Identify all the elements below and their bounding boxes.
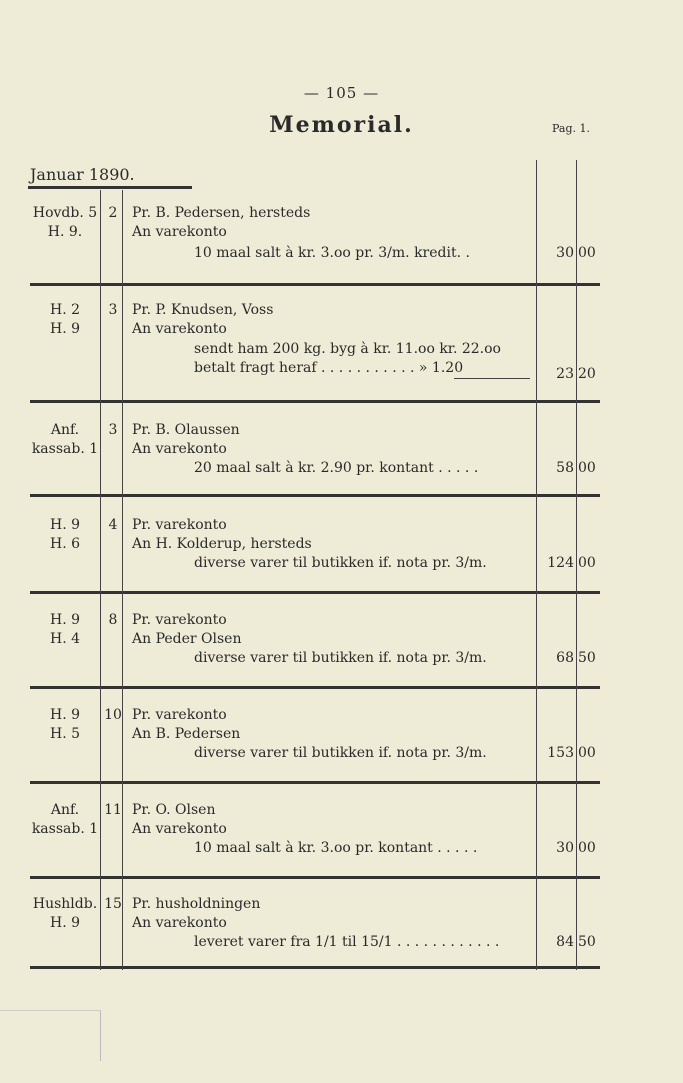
ledger-entry xyxy=(30,612,600,697)
entry-line-3: 10 maal salt à kr. 3.oo pr. kontant . . . . . xyxy=(194,840,478,856)
page-number: — 105 — xyxy=(303,84,380,102)
entry-number: 2 xyxy=(108,205,118,221)
entry-line-3: diverse varer til butikken if. nota pr. 3/m. xyxy=(194,650,487,666)
entry-line-2: An varekonto xyxy=(132,321,227,337)
entry-ore: 00 xyxy=(578,840,596,856)
entry-number: 3 xyxy=(108,302,118,318)
entry-ref-top: H. 9 xyxy=(49,517,81,533)
entry-number: 8 xyxy=(108,612,118,628)
entry-line-3: 10 maal salt à kr. 3.oo pr. 3/m. kredit. . xyxy=(194,245,470,261)
entry-separator xyxy=(30,686,600,689)
month-heading: Januar 1890. xyxy=(30,165,135,184)
entry-line-3: leveret varer fra 1/1 til 15/1 . . . . . . . . . . . . xyxy=(194,934,500,950)
ledger-entry xyxy=(30,707,600,792)
entry-ore: 00 xyxy=(578,745,596,761)
entry-line-2: An H. Kolderup, hersteds xyxy=(132,536,312,552)
entry-ref-top: Hovdb. 5 xyxy=(32,205,98,221)
entry-ref-bottom: H. 9 xyxy=(49,321,81,337)
ledger-entry xyxy=(30,802,600,887)
entry-line-2: An Peder Olsen xyxy=(132,631,242,647)
entry-line-1: Pr. B. Olaussen xyxy=(132,422,240,438)
entry-separator xyxy=(30,283,600,286)
entry-line-1: Pr. varekonto xyxy=(132,612,227,628)
entry-ore: 50 xyxy=(578,934,596,950)
entry-line-1: Pr. O. Olsen xyxy=(132,802,216,818)
entry-ore: 00 xyxy=(578,555,596,571)
entry-kroner: 58 xyxy=(556,460,574,476)
entry-ref-bottom: kassab. 1 xyxy=(31,821,99,837)
entry-ref-top: H. 9 xyxy=(49,707,81,723)
ref-column-rule xyxy=(100,190,101,970)
entry-kroner: 23 xyxy=(556,366,574,382)
entry-ore: 00 xyxy=(578,460,596,476)
page-title: Memorial. xyxy=(269,112,414,138)
entry-separator xyxy=(30,400,600,403)
page-edge-shadow xyxy=(0,1010,101,1061)
entry-line-1: Pr. B. Pedersen, hersteds xyxy=(132,205,311,221)
pag-label: Pag. 1. xyxy=(552,122,590,135)
entry-line-2: An varekonto xyxy=(132,821,227,837)
ledger-entry xyxy=(30,205,600,290)
entry-line-1: Pr. varekonto xyxy=(132,517,227,533)
entry-ref-top: H. 9 xyxy=(49,612,81,628)
entry-kroner: 30 xyxy=(556,840,574,856)
entry-separator xyxy=(30,494,600,497)
ledger-entry xyxy=(30,302,600,407)
entry-number: 10 xyxy=(104,707,122,723)
entry-line-2: An varekonto xyxy=(132,224,227,240)
entry-line-4: betalt fragt heraf . . . . . . . . . . . » 1.20 xyxy=(194,360,464,376)
entry-line-2: An varekonto xyxy=(132,441,227,457)
ledger-entry xyxy=(30,896,600,981)
entry-kroner: 124 xyxy=(547,555,574,571)
entry-ore: 00 xyxy=(578,245,596,261)
entry-line-2: An B. Pedersen xyxy=(132,726,241,742)
entry-line-1: Pr. P. Knudsen, Voss xyxy=(132,302,274,318)
entry-kroner: 153 xyxy=(547,745,574,761)
entry-ref-top: Hushldb. xyxy=(32,896,98,912)
entry-line-1: Pr. varekonto xyxy=(132,707,227,723)
entry-line-3: sendt ham 200 kg. byg à kr. 11.oo kr. 22.oo xyxy=(194,341,501,357)
entry-line-3: diverse varer til butikken if. nota pr. 3/m. xyxy=(194,555,487,571)
top-rule xyxy=(28,186,192,189)
ledger-entry xyxy=(30,517,600,602)
entry-ref-top: Anf. xyxy=(50,802,80,818)
entry-separator xyxy=(30,781,600,784)
entry-line-2: An varekonto xyxy=(132,915,227,931)
entry-kroner: 30 xyxy=(556,245,574,261)
entry-line-3: diverse varer til butikken if. nota pr. 3/m. xyxy=(194,745,487,761)
ledger-entry xyxy=(30,422,600,507)
entry-ref-bottom: H. 4 xyxy=(49,631,81,647)
entry-ref-bottom: H. 9. xyxy=(47,224,83,240)
entry-line-3: 20 maal salt à kr. 2.90 pr. kontant . . . . . xyxy=(194,460,479,476)
number-column-rule xyxy=(122,190,123,970)
ore-column-rule xyxy=(576,160,577,970)
kroner-column-rule xyxy=(536,160,537,970)
entry-number: 11 xyxy=(104,802,122,818)
entry-separator xyxy=(30,591,600,594)
entry-ref-bottom: H. 6 xyxy=(49,536,81,552)
entry-ref-bottom: kassab. 1 xyxy=(31,441,99,457)
entry-kroner: 84 xyxy=(556,934,574,950)
entry-number: 15 xyxy=(104,896,122,912)
entry-number: 4 xyxy=(108,517,118,533)
entry-kroner: 68 xyxy=(556,650,574,666)
entry-ore: 20 xyxy=(578,366,596,382)
entry-ore: 50 xyxy=(578,650,596,666)
entry-ref-top: H. 2 xyxy=(49,302,81,318)
entry-ref-top: Anf. xyxy=(50,422,80,438)
entry-separator xyxy=(30,966,600,969)
entry-ref-bottom: H. 5 xyxy=(49,726,81,742)
entry-line-1: Pr. husholdningen xyxy=(132,896,261,912)
entry-ref-bottom: H. 9 xyxy=(49,915,81,931)
entry-separator xyxy=(30,876,600,879)
entry-number: 3 xyxy=(108,422,118,438)
subtotal-rule xyxy=(454,378,530,379)
